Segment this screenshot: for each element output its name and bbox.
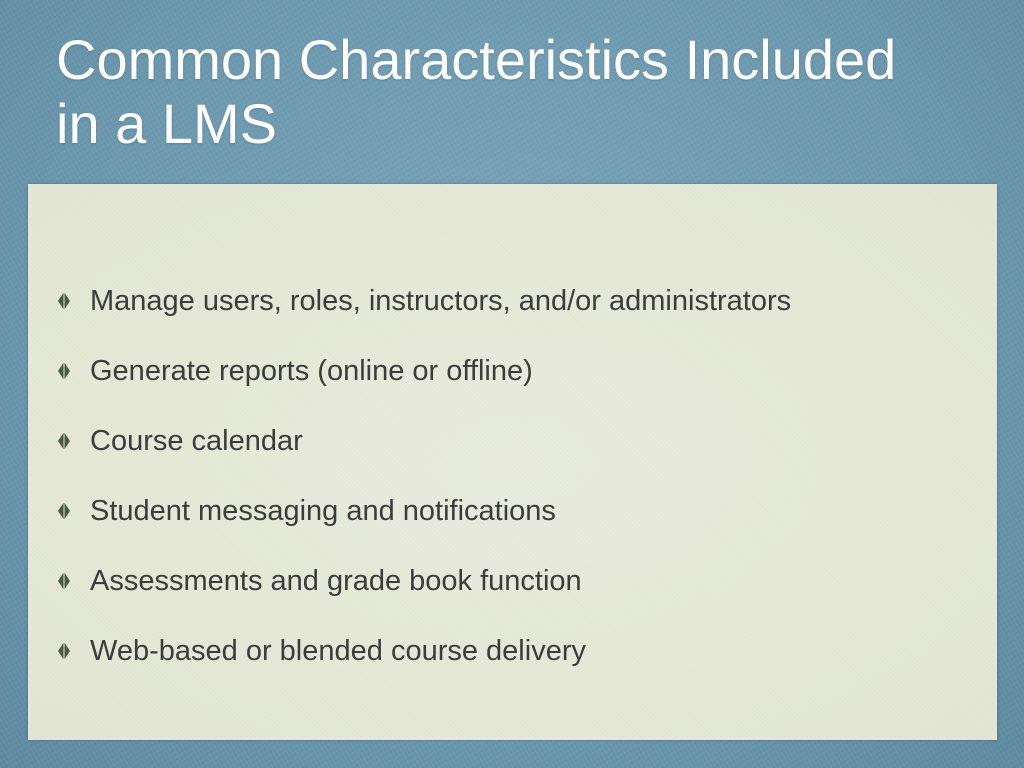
bullet-item: [56, 616, 791, 686]
bullet-item: [56, 406, 791, 476]
diamond-bullet-icon: [56, 361, 90, 381]
slide-title-line-1: Common Characteristics Included: [56, 28, 897, 91]
slide-title-line-2: in a LMS: [56, 92, 277, 155]
bullet-list: [56, 266, 791, 686]
bullet-text: Course calendar: [90, 424, 303, 457]
diamond-bullet-icon: [56, 501, 90, 521]
diamond-bullet-icon: [56, 571, 90, 591]
bullet-text: Manage users, roles, instructors, and/or administrators: [90, 284, 792, 317]
bullet-text: Generate reports (online or offline): [90, 354, 533, 387]
diamond-bullet-icon: [56, 431, 90, 451]
bullet-text: Web-based or blended course delivery: [90, 634, 586, 667]
bullet-item: [56, 266, 791, 336]
bullet-text: Student messaging and notifications: [90, 494, 556, 527]
slide-title: [56, 28, 986, 156]
bullet-item: [56, 546, 791, 616]
diamond-bullet-icon: [56, 291, 90, 311]
bullet-item: [56, 476, 791, 546]
content-panel: [28, 184, 997, 740]
bullet-item: [56, 336, 791, 406]
bullet-text: Assessments and grade book function: [90, 564, 582, 597]
diamond-bullet-icon: [56, 641, 90, 661]
